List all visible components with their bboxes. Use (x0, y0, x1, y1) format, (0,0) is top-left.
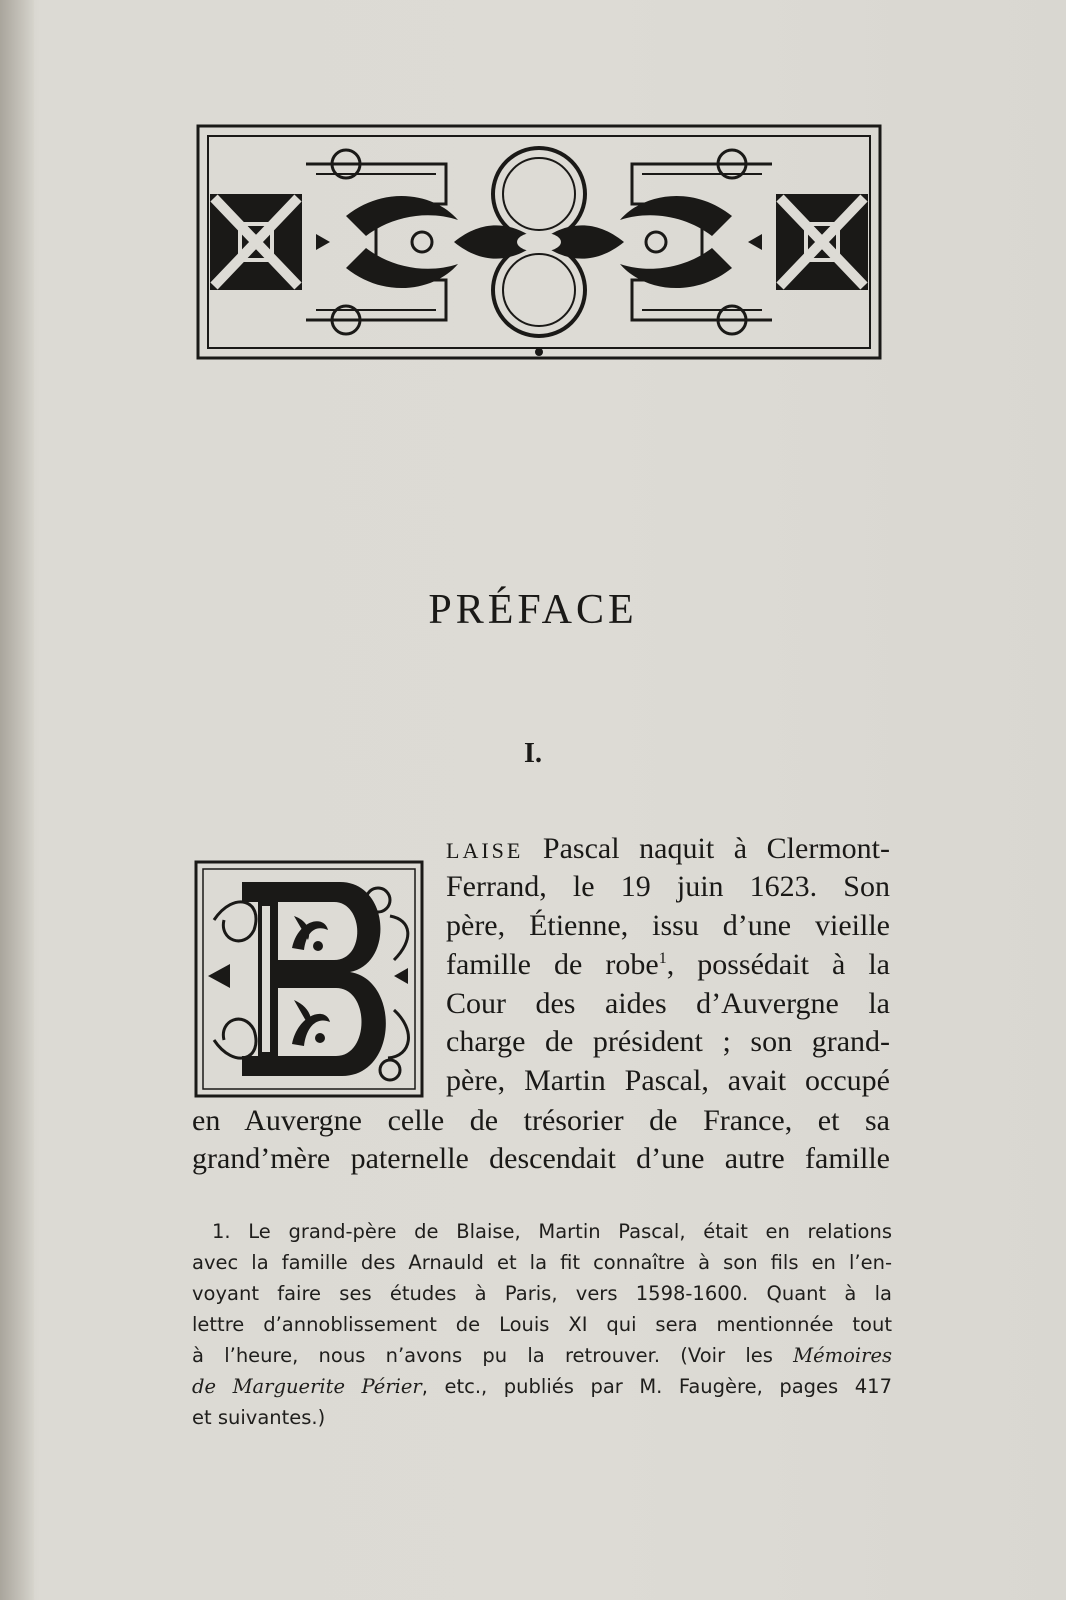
body-line-6: charge de président ; son grand- (446, 1025, 890, 1058)
body-line-2: Ferrand, le 19 juin 1623. Son (446, 870, 890, 903)
body-text: Pascal naquit à Clermont- (523, 832, 890, 865)
body-line-8: en Auvergne celle de trésorier de France, et sa (192, 1104, 890, 1137)
footnote-line-6 (192, 1371, 892, 1402)
footnote-line-5 (192, 1340, 892, 1371)
body-line-1 (446, 832, 890, 868)
body-text: , possédait à la (666, 948, 890, 981)
smallcaps-text: LAISE (446, 838, 524, 863)
footnote-line-2: avec la famille des Arnauld et la fit connaître à son fils en l’en- (192, 1251, 892, 1274)
ornamental-headpiece-icon (196, 124, 882, 360)
body-line-7: père, Martin Pascal, avait occupé (446, 1064, 890, 1097)
page-title: PRÉFACE (428, 587, 638, 633)
book-gutter (0, 0, 34, 1600)
footnote-text: à l’heure, nous n’avons pu la retrouver. (Voir les (192, 1344, 794, 1367)
body-line-3: père, Étienne, issu d’une vieille (446, 909, 890, 942)
ornamented-initial-icon (194, 860, 424, 1098)
body-line-5: Cour des aides d’Auvergne la (446, 987, 890, 1020)
footnote-line-3: voyant faire ses études à Paris, vers 1598-1600. Quant à la (192, 1282, 892, 1305)
body-line-9: grand’mère paternelle descendait d’une autre famille (192, 1142, 890, 1175)
section-number: I. (524, 738, 542, 769)
body-text: famille de robe (446, 948, 659, 981)
footnote-line-1: 1. Le grand-père de Blaise, Martin Pascal, était en relations (212, 1220, 892, 1243)
footnote-reference: 1 (658, 950, 667, 967)
footnote-line-7: et suivantes.) (192, 1406, 326, 1429)
footnote-italic-title: Mémoires (793, 1344, 892, 1367)
footnote-italic-title: de Marguerite Périer (192, 1375, 422, 1398)
body-line-4 (446, 948, 890, 982)
footnote-line-4: lettre d’annoblissement de Louis XI qui sera mentionnée tout (192, 1313, 892, 1336)
footnote-text: , etc., publiés par M. Faugère, pages 417 (421, 1375, 892, 1398)
